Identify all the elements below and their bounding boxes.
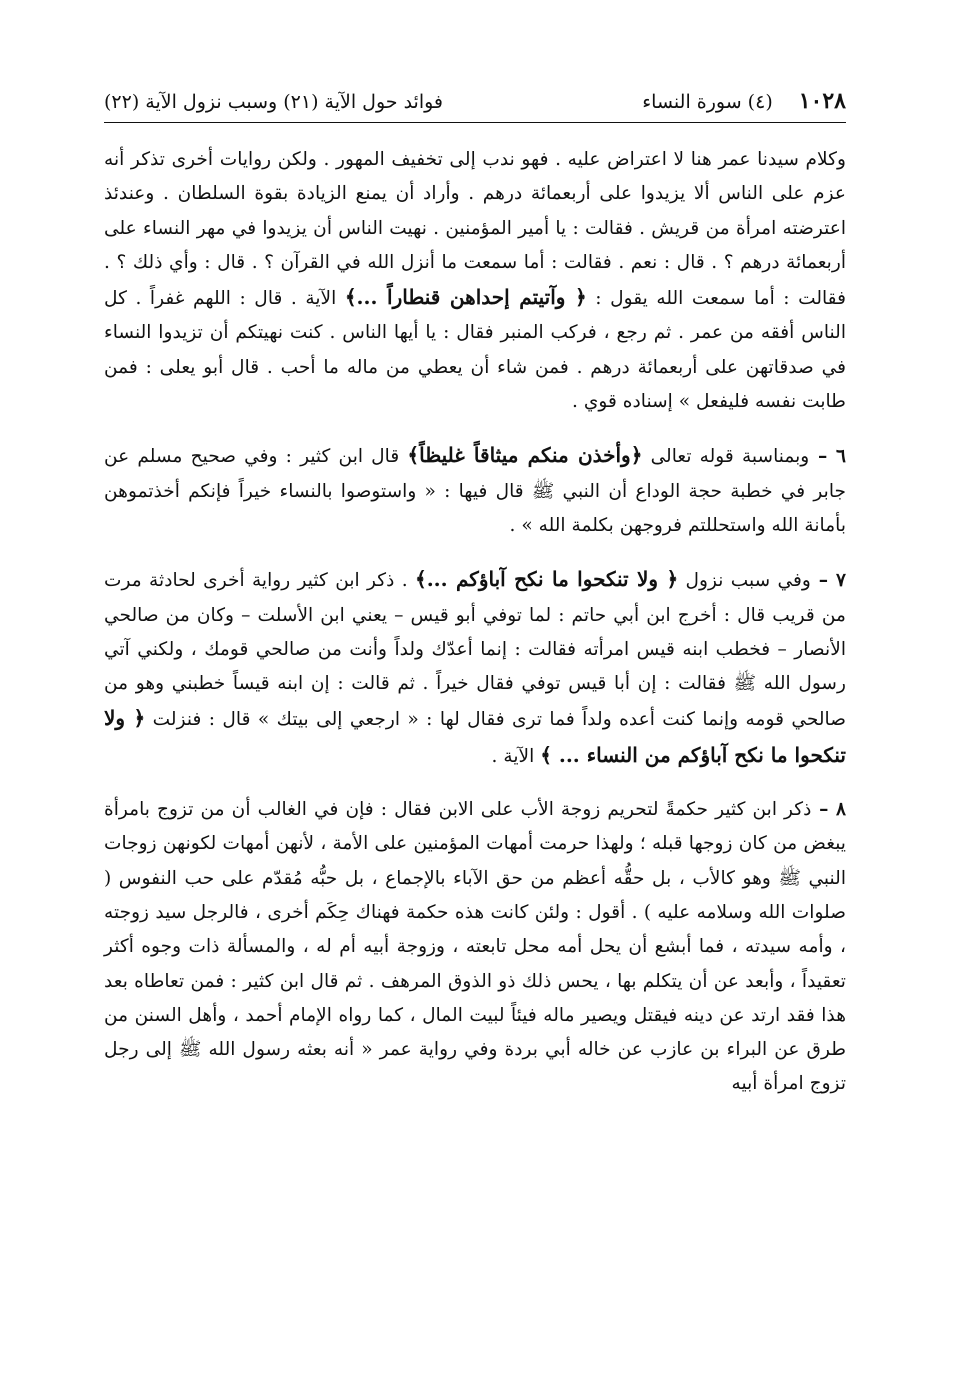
paragraph-1-text-a: وكلام سيدنا عمر هنا لا اعتراض عليه . فهو ندب إلى تخفيف المهور . ولكن روايات أخرى تذكر أنه عزم على الناس ألا يزيدوا على أربعمائة درهم . وأراد أن يمنع الزيادة بقوة السلطان . وعندئذ اعترضته امرأة من قريش . فقالت : يا أمير المؤمنين . نهيت الناس أن يزيدوا في مهر النساء على أربعمائة درهم ؟ . قال : نعم . فقالت : أما سمعت ما أنزل الله في القرآن ؟ . قال : وأي ذلك ؟ . فقالت : أما سمعت الله يقول : (104, 149, 846, 310)
quran-quote: ﴿ وآتيتم إحداهن قنطاراً ...﴾ (344, 285, 587, 310)
paragraph-1-text-b: الآية . قال : اللهم غفراً . كل الناس أفقه من عمر . ثم رجع ، فركب المنبر فقال : يا أيها الناس . كنت نهيتكم أن تزيدوا النساء في صدقاتهن على أربعمائة درهم . فمن شاء أن يعطي من ماله ما أحب . قال أبو يعلى : فمن طابت نفسه فليفعل » إسناده قوي . (104, 288, 846, 413)
paragraph-6 (104, 438, 846, 543)
book-page (104, 86, 846, 1121)
quran-quote: ﴿وأخذن منكم ميثاقاً غليظاً﴾ (407, 443, 643, 468)
paragraph-8 (104, 793, 846, 1102)
page-body (104, 143, 846, 1102)
paragraph-6-text-a: وبمناسبة قوله تعالى (642, 446, 810, 468)
page-number: ١٠٢٨ (798, 88, 846, 114)
quran-quote: ﴿ ولا تنكحوا ما نكح آباؤكم ...﴾ (415, 567, 679, 592)
paragraph-7-text-b: . ذكر ابن كثير رواية أخرى لحادثة مرت من قريب قال : أخرج ابن أبي حاتم : لما توفي أبو قيس – يعني ابن الأسلت – وكان من صالحي الأنصار – فخطب ابنه قيس امرأته فقالت : إنما أعدّك ولداً وأنت من صالحي قومك ، ولكني آتي رسول الله ﷺ فقالت : إن أبا قيس توفي فقال خيراً . ثم قالت : إن ابنه قيساً خطبني وهو من صالحي قومه وإنما كنت أعده ولداً فما ترى فقال لها : « ارجعي إلى بيتك » قال : فنزلت (104, 570, 846, 731)
surah-label: (٤) سورة النساء (642, 91, 773, 113)
section-title: فوائد حول الآية (٢١) وسبب نزول الآية (٢٢) (104, 91, 444, 113)
paragraph-7-text-a: وفي سبب نزول (678, 570, 811, 592)
paragraph-number: ٨ – (811, 799, 847, 821)
quran-quote: ﴿ ولا تنكحوا ما نكح آباؤكم من النساء ... ﴾ (104, 706, 846, 767)
paragraph-7-text-c: الآية . (491, 745, 541, 767)
paragraph-number: ٦ – (809, 446, 847, 468)
paragraph-7 (104, 562, 846, 774)
paragraph-8-text: ذكر ابن كثير حكمةً لتحريم زوجة الأب على الابن فقال : فإن في الغالب أن من تزوج بامرأة يبغض من كان زوجها قبله ؛ ولهذا حرمت أمهات المؤمنين على الأمة ، لأنهن أمهات لكونهن زوجات النبي ﷺ وهو كالأب ، بل حقُّه أعظم من حق الآباء بالإجماع ، بل حبُّه مُقدّم على حب النفوس ( صلوات الله وسلامه عليه ) . أقول : ولئن كانت هذه حكمة فهناك حِكَم أخرى ، فالرجل سيد زوجته ، وأمه سيدته ، فما أبشع أن يحل أمه محل تابعته ، وزوجة أبيه أم له ، والمسألة ذات وجوه أكثر تعقيداً ، وأبعد عن أن يتكلم بها ، يحس ذلك ذو الذوق المرهف . ثم قال ابن كثير : فمن تعاطاه بعد هذا فقد ارتد عن دينه فيقتل ويصير ماله فيئاً لبيت المال ، كما رواه الإمام أحمد ، وأهل السنن من طرق عن البراء بن عازب عن خاله أبي بردة وفي رواية عمر « أنه بعثه رسول الله ﷺ إلى رجل تزوج امرأة أبيه (104, 799, 846, 1095)
running-header (104, 86, 846, 123)
paragraph-1 (104, 143, 846, 419)
paragraph-6-text-b: قال ابن كثير : وفي صحيح مسلم عن جابر في خطبة حجة الوداع أن النبي ﷺ قال فيها : « واستوصوا بالنساء خيراً فإنكم أخذتموهن بأمانة الله واستحللتم فروجهن بكلمة الله » . (104, 446, 846, 536)
paragraph-number: ٧ – (810, 570, 846, 592)
